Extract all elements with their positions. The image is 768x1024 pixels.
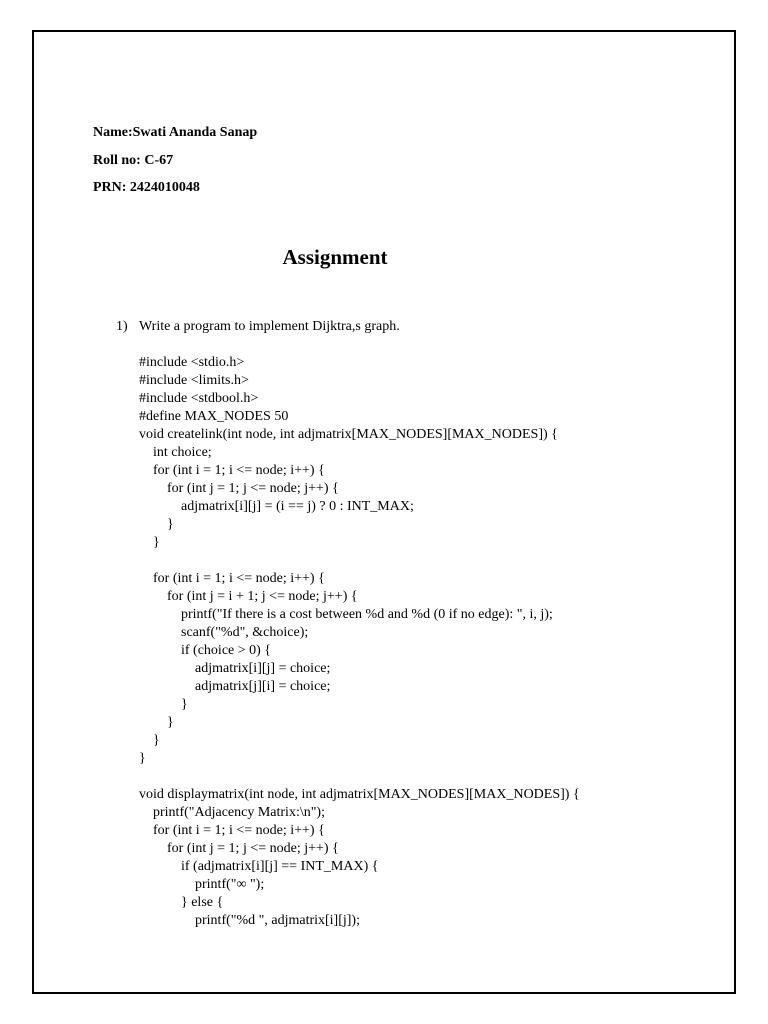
code-line: int choice; — [139, 445, 212, 460]
code-line: printf("Adjacency Matrix:\n"); — [139, 805, 325, 820]
code-line: adjmatrix[i][j] = (i == j) ? 0 : INT_MAX; — [139, 499, 414, 514]
code-line: if (choice > 0) { — [139, 643, 272, 658]
code-line: for (int i = 1; i <= node; i++) { — [139, 463, 325, 478]
student-roll-no: Roll no: C-67 — [93, 152, 174, 168]
code-line: } — [139, 535, 160, 550]
code-line: #define MAX_NODES 50 — [139, 409, 289, 424]
code-line: } — [139, 697, 188, 712]
code-line: for (int i = 1; i <= node; i++) { — [139, 571, 325, 586]
student-info — [93, 124, 257, 207]
code-line: if (adjmatrix[i][j] == INT_MAX) { — [139, 859, 379, 874]
student-prn: PRN: 2424010048 — [93, 180, 200, 195]
question-text: Write a program to implement Dijktra,s graph. — [139, 319, 400, 334]
student-name: Name:Swati Ananda Sanap — [93, 125, 258, 140]
code-line: adjmatrix[i][j] = choice; — [139, 661, 331, 676]
code-line: for (int j = 1; j <= node; j++) { — [139, 481, 339, 496]
question-number: 1) — [116, 319, 128, 334]
code-line: void displaymatrix(int node, int adjmatrix[MAX_NODES][MAX_NODES]) { — [139, 787, 580, 802]
document-title: Assignment — [282, 245, 388, 269]
code-line: #include <stdio.h> — [139, 355, 245, 370]
code-line: } — [139, 715, 174, 730]
code-line: printf("If there is a cost between %d and %d (0 if no edge): ", i, j); — [139, 607, 553, 622]
code-line: printf("∞ "); — [139, 877, 265, 892]
code-line: } else { — [139, 895, 224, 910]
code-line: scanf("%d", &choice); — [139, 625, 309, 640]
code-block — [139, 354, 580, 930]
code-line: printf("%d ", adjmatrix[i][j]); — [139, 913, 360, 928]
code-line: adjmatrix[j][i] = choice; — [139, 679, 331, 694]
code-line: for (int i = 1; i <= node; i++) { — [139, 823, 325, 838]
code-line: #include <limits.h> — [139, 373, 249, 388]
code-line: } — [139, 733, 160, 748]
question-1 — [116, 318, 400, 336]
code-line: for (int j = i + 1; j <= node; j++) { — [139, 589, 358, 604]
code-line: } — [139, 751, 146, 766]
code-line: for (int j = 1; j <= node; j++) { — [139, 841, 339, 856]
code-line: } — [139, 517, 174, 532]
code-line: void createlink(int node, int adjmatrix[MAX_NODES][MAX_NODES]) { — [139, 427, 558, 442]
code-line — [139, 552, 580, 570]
code-line: #include <stdbool.h> — [139, 391, 259, 406]
code-line — [139, 768, 580, 786]
